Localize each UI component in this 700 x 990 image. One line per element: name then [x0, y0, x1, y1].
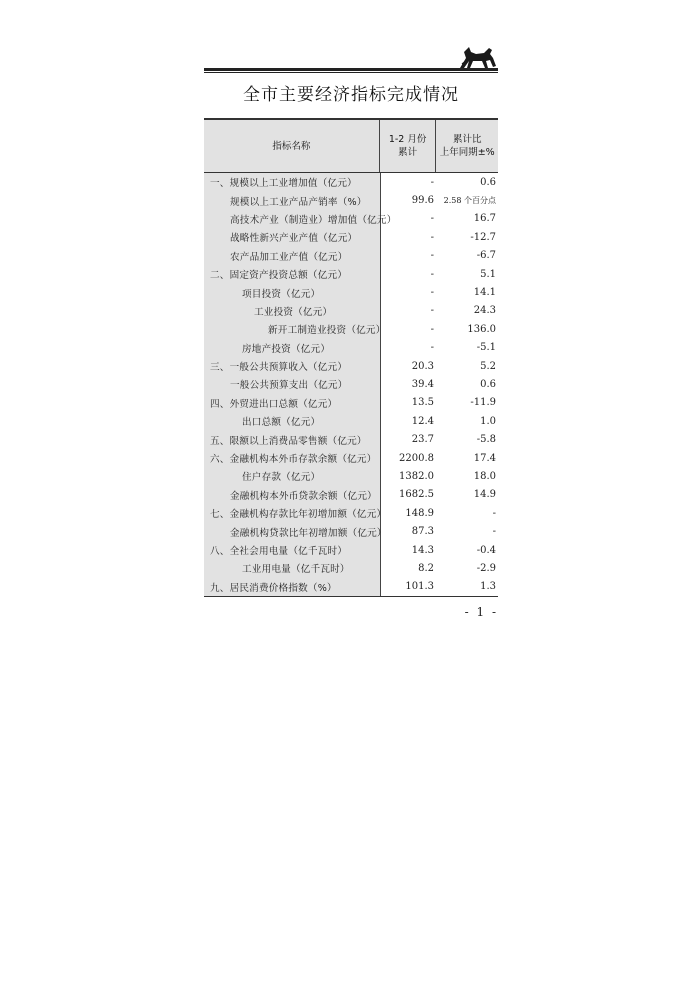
row-cumulative-value: 14.3: [411, 544, 434, 556]
row-cumulative-value: 2200.8: [399, 452, 434, 464]
header-indicator-name: 指标名称: [204, 120, 380, 172]
row-yoy-change: -2.9: [476, 562, 496, 574]
row-indicator-name: 工业投资（亿元）: [254, 306, 333, 318]
row-yoy-change: 5.1: [480, 268, 496, 280]
row-indicator-name: 工业用电量（亿千瓦时）: [242, 564, 350, 576]
header-yoy-line1: 累计比: [452, 134, 482, 145]
table-row: [204, 283, 498, 301]
table-row: [204, 486, 498, 504]
table-row: [204, 578, 498, 596]
table-row: [204, 412, 498, 430]
table-row: [204, 394, 498, 412]
table-row: [204, 467, 498, 485]
row-indicator-name: 出口总额（亿元）: [242, 417, 321, 429]
header-yoy-change: [436, 120, 498, 172]
row-yoy-change: 17.4: [473, 452, 496, 464]
row-indicator-name: 二、固定资产投资总额（亿元）: [210, 270, 348, 282]
row-yoy-change: 18.0: [473, 470, 496, 482]
table-row: [204, 228, 498, 246]
table-row: [204, 541, 498, 559]
row-cumulative-value: 12.4: [411, 415, 434, 427]
row-cumulative-value: 99.6: [411, 195, 434, 207]
row-cumulative-value: -: [430, 287, 434, 299]
row-cumulative-value: 101.3: [405, 581, 434, 593]
row-cumulative-value: -: [430, 268, 434, 280]
row-yoy-change: 14.9: [473, 489, 496, 501]
header-cumulative: [380, 120, 437, 172]
row-yoy-change: -5.8: [476, 434, 496, 446]
row-indicator-name: 四、外贸进出口总额（亿元）: [210, 398, 338, 410]
row-yoy-change: 0.6: [480, 176, 496, 188]
row-cumulative-value: 20.3: [411, 360, 434, 372]
row-indicator-name: 住户存款（亿元）: [242, 472, 321, 484]
row-cumulative-value: 13.5: [411, 397, 434, 409]
row-cumulative-value: 23.7: [411, 434, 434, 446]
row-cumulative-value: -: [430, 323, 434, 335]
row-yoy-change: 0.6: [480, 378, 496, 390]
row-cumulative-value: -: [430, 250, 434, 262]
header-yoy-line2: 上年同期±%: [439, 147, 495, 158]
header-cumulative-line2: 累计: [398, 147, 418, 158]
row-cumulative-value: 1682.5: [399, 489, 434, 501]
header-cumulative-line1: 1-2 月份: [388, 134, 427, 145]
table-row: [204, 191, 498, 209]
row-yoy-change: 14.1: [473, 287, 496, 299]
row-yoy-change: -0.4: [476, 544, 496, 556]
table-row: [204, 320, 498, 338]
row-indicator-name: 新开工制造业投资（亿元）: [268, 325, 386, 337]
row-indicator-name: 项目投资（亿元）: [242, 288, 321, 300]
top-rule: [204, 68, 498, 71]
table-header: [204, 118, 498, 173]
row-indicator-name: 六、金融机构本外币存款余额（亿元）: [210, 454, 377, 466]
table-row: [204, 449, 498, 467]
row-indicator-name: 房地产投资（亿元）: [242, 343, 331, 355]
row-yoy-change: -6.7: [476, 250, 496, 262]
row-indicator-name: 一、规模以上工业增加值（亿元）: [210, 178, 357, 190]
table-body: [204, 173, 498, 596]
table-row: [204, 173, 498, 191]
row-yoy-change: -12.7: [470, 231, 496, 243]
row-yoy-change: -: [492, 507, 496, 519]
row-cumulative-value: 87.3: [411, 526, 434, 538]
page-title: 全市主要经济指标完成情况: [243, 85, 459, 105]
row-yoy-change: 1.3: [480, 581, 496, 593]
row-cumulative-value: -: [430, 213, 434, 225]
row-cumulative-value: 39.4: [411, 378, 434, 390]
row-indicator-name: 规模以上工业产品产销率（%）: [230, 196, 367, 208]
table-row: [204, 210, 498, 228]
table-row: [204, 559, 498, 577]
row-yoy-change: 5.2: [480, 360, 496, 372]
row-cumulative-value: 8.2: [418, 562, 434, 574]
row-cumulative-value: -: [430, 305, 434, 317]
row-indicator-name: 金融机构贷款比年初增加额（亿元）: [230, 527, 387, 539]
row-cumulative-value: -: [430, 342, 434, 354]
indicator-table: [204, 118, 498, 597]
bottom-rule: [204, 596, 498, 597]
top-rule-thin: [204, 72, 498, 73]
row-indicator-name: 三、一般公共预算收入（亿元）: [210, 362, 348, 374]
row-indicator-name: 八、全社会用电量（亿千瓦时）: [210, 546, 348, 557]
row-indicator-name: 一般公共预算支出（亿元）: [230, 380, 348, 392]
table-row: [204, 504, 498, 522]
table-row: [204, 375, 498, 393]
horse-logo-icon: [458, 44, 498, 70]
row-cumulative-value: -: [430, 231, 434, 243]
row-indicator-name: 五、限额以上消费品零售额（亿元）: [210, 435, 367, 447]
row-yoy-change: -11.9: [470, 397, 496, 409]
table-row: [204, 430, 498, 448]
row-yoy-change: 136.0: [467, 323, 496, 335]
page-number: - 1 -: [464, 605, 498, 619]
row-indicator-name: 高技术产业（制造业）增加值（亿元）: [230, 214, 397, 226]
row-yoy-change: -5.1: [476, 342, 496, 354]
table-row: [204, 247, 498, 265]
row-yoy-change: 16.7: [473, 213, 496, 225]
row-cumulative-value: -: [430, 176, 434, 188]
table-row: [204, 265, 498, 283]
table-row: [204, 357, 498, 375]
row-cumulative-value: 148.9: [405, 507, 434, 519]
row-indicator-name: 农产品加工业产值（亿元）: [230, 251, 348, 263]
row-indicator-name: 战略性新兴产业产值（亿元）: [230, 233, 358, 245]
row-yoy-change: 2.58 个百分点: [443, 196, 496, 206]
row-yoy-change: 24.3: [473, 305, 496, 317]
row-cumulative-value: 1382.0: [399, 470, 434, 482]
row-indicator-name: 九、居民消费价格指数（%）: [210, 582, 337, 594]
table-row: [204, 522, 498, 540]
row-indicator-name: 七、金融机构存款比年初增加额（亿元）: [210, 509, 387, 521]
row-indicator-name: 金融机构本外币贷款余额（亿元）: [230, 490, 377, 502]
table-row: [204, 302, 498, 320]
table-row: [204, 339, 498, 357]
row-yoy-change: -: [492, 526, 496, 538]
row-yoy-change: 1.0: [480, 415, 496, 427]
